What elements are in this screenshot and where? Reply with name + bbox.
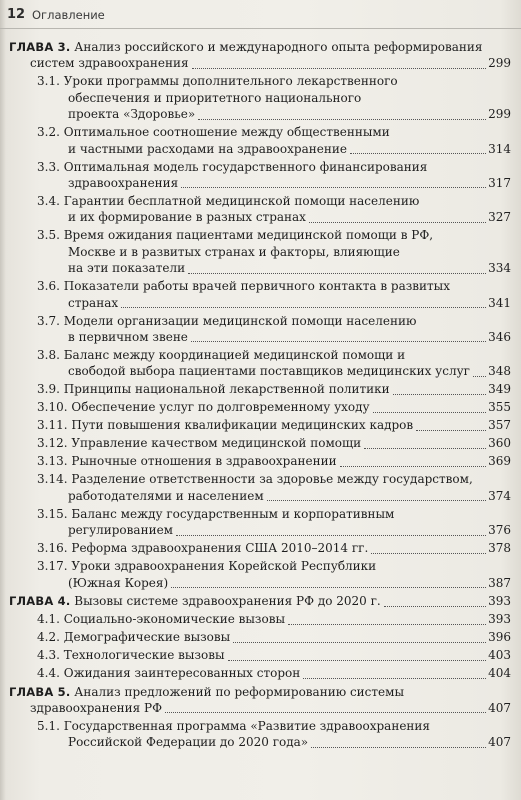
toc-entry-title: Оптимальная модель государственного финансирования [63,159,428,174]
toc-section-entry [0,381,521,397]
toc-entry-title: Пути повышения квалификации медицинских кадров [71,418,414,433]
toc-entry-text [37,435,361,451]
toc-entry-line [0,558,521,574]
toc-section-entry [0,278,521,311]
toc-section-entry [0,647,521,663]
toc-entry-text [37,540,368,556]
toc-section-entry [0,453,521,469]
dot-leader [309,222,486,223]
chapter-label: ГЛАВА 3. [9,40,71,54]
toc-page-number: 341 [488,295,511,310]
toc-entry-line [0,540,521,556]
toc-entry-line [0,124,521,140]
toc-entry-text [37,718,430,734]
toc-section-entry [0,471,521,504]
toc-section-entry [0,435,521,451]
toc-page-number: 314 [488,141,511,156]
toc-entry-line [0,347,521,363]
toc-page-number: 396 [488,630,511,645]
page-number: 12 [7,7,26,22]
section-number: 3.10. [37,400,68,415]
toc-entry-text [37,417,413,433]
toc-entry-line [0,209,521,225]
toc-section-entry [0,124,521,157]
toc-section-entry [0,718,521,751]
toc-entry-line [0,55,521,71]
toc-entry-line [0,260,521,276]
section-number: 3.1. [37,74,60,89]
toc-entry-title: Анализ предложений по реформированию системы [74,684,405,699]
toc-entry-title: Обеспечение услуг по долговременному уходу [71,400,370,415]
dot-leader [340,466,487,467]
toc-entry-title: Модели организации медицинской помощи населению [63,313,417,328]
toc-page-number: 355 [488,400,511,415]
toc-entry-text [68,575,168,591]
toc-entry-line [0,435,521,451]
toc-entry-line [0,381,521,397]
dot-leader [181,187,486,188]
section-number: 3.13. [37,454,68,469]
toc-entry-text [37,347,405,363]
toc-entry-line [0,647,521,663]
dot-leader [373,412,487,413]
toc-entry-title: Демографические вызовы [63,630,231,645]
toc-entry-line [0,488,521,504]
toc-entry-text [68,295,118,311]
toc-entry-line [0,39,521,55]
toc-page-number: 369 [488,454,511,469]
toc-entry-text [37,611,285,627]
section-number: 3.15. [37,506,68,521]
toc-entry-title: (Южная Корея) [68,575,169,590]
dot-leader [350,153,486,154]
toc-entry-title: проекта «Здоровье» [68,107,196,122]
toc-entry-text [37,159,427,175]
toc-entry-title: Реформа здравоохранения США 2010–2014 гг. [71,541,369,556]
toc-entry-text [68,90,361,106]
toc-section-entry [0,347,521,380]
toc-section-entry [0,227,521,276]
dot-leader [228,660,487,661]
section-number: 3.17. [37,559,68,574]
toc-section-entry [0,417,521,433]
toc-entry-line [0,278,521,294]
toc-entry-text [37,73,398,89]
toc-entry-line [0,193,521,209]
toc-page-number: 407 [488,735,511,750]
toc-entry-line [0,329,521,345]
toc-page-number: 378 [488,541,511,556]
toc-section-entry [0,611,521,627]
section-number: 3.2. [37,125,60,140]
toc-entry-text [37,647,225,663]
toc-page-number: 393 [488,594,511,609]
section-number: 4.1. [37,612,60,627]
toc-entry-text [68,209,306,225]
toc-entry-line [0,295,521,311]
toc-entry-title: Российской Федерации до 2020 года» [68,735,309,750]
dot-leader [364,448,486,449]
toc-entry-line [0,629,521,645]
toc-entry-title: и их формирование в разных странах [68,210,306,225]
toc-chapter-entry [0,684,521,717]
toc-section-entry [0,629,521,645]
toc-section-entry [0,159,521,192]
section-number: 4.4. [37,666,60,681]
section-number: 3.8. [37,348,60,363]
toc-entry-line [0,665,521,681]
toc-entry-title: и частными расходами на здравоохранение [68,141,347,156]
section-number: 3.7. [37,313,60,328]
toc-page-number: 393 [488,612,511,627]
toc-entry-text [68,175,178,191]
toc-entry-title: Гарантии бесплатной медицинской помощи населению [63,194,420,209]
dot-leader [191,341,486,342]
toc-entry-title: Управление качеством медицинской помощи [71,436,362,451]
toc-entry-line [0,141,521,157]
toc-entry-line [0,506,521,522]
toc-entry-line [0,106,521,122]
toc-entry-text [37,313,416,329]
toc-entry-title: Уроки программы дополнительного лекарственного [63,74,398,89]
toc-entry-line [0,734,521,750]
section-number: 3.4. [37,194,60,209]
toc-entry-title: систем здравоохранения [30,56,189,71]
toc-entry-title: Ожидания заинтересованных сторон [63,666,301,681]
dot-leader [416,430,486,431]
toc-entry-text [37,453,337,469]
toc-entry-title: Уроки здравоохранения Корейской Республики [71,559,377,574]
toc-entry-title: странах [68,295,119,310]
toc-entry-title: Баланс между государственным и корпоративным [71,506,395,521]
toc-page-number: 403 [488,648,511,663]
toc-page-number: 387 [488,575,511,590]
dot-leader [371,553,486,554]
toc-entry-title: в первичном звене [68,330,188,345]
toc-page-number: 299 [488,56,511,71]
dot-leader [171,587,486,588]
dot-leader [233,642,486,643]
toc-entry-line [0,471,521,487]
dot-leader [288,624,486,625]
dot-leader [311,747,486,748]
toc-entry-text [68,734,308,750]
toc-chapter-entry [0,593,521,609]
toc-page-number: 404 [488,666,511,681]
toc-page-number: 346 [488,330,511,345]
running-title: Оглавление [32,8,105,22]
toc-entry-line [0,718,521,734]
toc-entry-title: Вызовы системе здравоохранения РФ до 2020 г. [74,594,381,609]
toc-entry-title: Разделение ответственности за здоровье между государством, [71,472,473,487]
dot-leader [303,678,486,679]
dot-leader [473,376,486,377]
toc-entry-title: свободой выбора пациентами поставщиков медицинских услуг [68,364,470,379]
toc-entry-title: работодателями и населением [68,488,264,503]
section-number: 4.3. [37,648,60,663]
toc-entry-text [37,124,390,140]
toc-entry-text [30,700,162,716]
toc-page-number: 348 [488,364,511,379]
toc-section-entry [0,73,521,122]
toc-entry-line [0,399,521,415]
toc-entry-text [37,665,300,681]
section-number: 3.16. [37,541,68,556]
toc-section-entry [0,193,521,226]
toc-entry-text [68,488,264,504]
toc-entry-title: Анализ российского и международного опыта реформирования [74,40,483,54]
toc-entry-text [68,244,400,260]
toc-entry-title: здравоохранения [68,176,179,191]
toc-entry-line [0,684,521,700]
toc-page-number: 374 [488,488,511,503]
toc-section-entry [0,540,521,556]
toc-entry-line [0,90,521,106]
toc-section-entry [0,313,521,346]
dot-leader [393,394,486,395]
toc-page-number: 376 [488,523,511,538]
toc-entry-title: Государственная программа «Развитие здравоохранения [63,718,430,733]
toc-entry-line [0,244,521,260]
toc-page-number: 357 [488,418,511,433]
toc-entry-text [9,39,483,55]
dot-leader [165,712,486,713]
toc-entry-text [68,522,173,538]
toc-entry-line [0,522,521,538]
toc-page-number: 299 [488,107,511,122]
toc-entry-text [68,329,188,345]
toc-entry-text [37,193,419,209]
toc-entry-line [0,227,521,243]
toc-entry-title: на эти показатели [68,261,186,276]
toc-entry-title: регулированием [68,523,173,538]
page-header [0,0,521,29]
toc-entry-title: Время ожидания пациентами медицинской помощи в РФ, [63,228,434,243]
toc-section-entry [0,558,521,591]
chapter-label: ГЛАВА 5. [9,684,71,699]
toc-entry-title: Принципы национальной лекарственной политики [63,382,390,397]
toc-entry-text [37,558,376,574]
toc-entry-title: Оптимальное соотношение между общественными [63,125,390,140]
section-number: 3.6. [37,279,60,294]
toc-entry-text [37,381,390,397]
toc-entry-text [68,260,185,276]
toc-section-entry [0,665,521,681]
toc-entry-title: здравоохранения РФ [30,700,163,715]
toc-entry-text [68,363,470,379]
section-number: 3.11. [37,418,68,433]
toc-entry-text [37,227,433,243]
toc-entry-line [0,313,521,329]
toc-page-number: 317 [488,176,511,191]
toc-entry-text [37,629,230,645]
dot-leader [188,273,486,274]
table-of-contents [0,37,521,752]
toc-page-number: 327 [488,210,511,225]
section-number: 5.1. [37,718,60,733]
toc-entry-title: обеспечения и приоритетного национального [68,90,362,105]
toc-entry-title: Показатели работы врачей первичного контакта в развитых [63,279,450,294]
section-number: 3.3. [37,159,60,174]
section-number: 4.2. [37,630,60,645]
toc-page-number: 407 [488,700,511,715]
toc-entry-text [37,399,370,415]
toc-entry-line [0,363,521,379]
toc-entry-line [0,417,521,433]
toc-entry-line [0,73,521,89]
toc-chapter-entry [0,39,521,72]
section-number: 3.9. [37,382,60,397]
toc-entry-line [0,175,521,191]
section-number: 3.14. [37,472,68,487]
toc-entry-line [0,611,521,627]
toc-entry-title: Социально-экономические вызовы [63,612,285,627]
toc-entry-text [37,278,450,294]
toc-entry-title: Технологические вызовы [63,648,225,663]
toc-entry-text [37,471,473,487]
toc-section-entry [0,399,521,415]
toc-page-number: 360 [488,436,511,451]
section-number: 3.12. [37,436,68,451]
toc-entry-text [9,593,381,609]
toc-entry-text [9,684,404,700]
dot-leader [192,68,487,69]
toc-entry-line [0,700,521,716]
toc-entry-text [37,506,394,522]
chapter-label: ГЛАВА 4. [9,594,71,609]
toc-entry-text [30,55,189,71]
dot-leader [176,535,486,536]
toc-section-entry [0,506,521,539]
toc-page-number: 334 [488,261,511,276]
dot-leader [198,119,486,120]
toc-entry-title: Москве и в развитых странах и факторы, влияющие [68,244,400,259]
toc-page-number: 349 [488,382,511,397]
dot-leader [267,500,486,501]
toc-entry-line [0,453,521,469]
toc-entry-text [68,141,347,157]
dot-leader [384,606,486,607]
dot-leader [121,307,486,308]
toc-entry-line [0,159,521,175]
toc-entry-title: Рыночные отношения в здравоохранении [71,454,337,469]
toc-entry-text [68,106,195,122]
toc-entry-line [0,593,521,609]
section-number: 3.5. [37,228,60,243]
toc-entry-title: Баланс между координацией медицинской помощи и [63,348,406,363]
toc-entry-line [0,575,521,591]
